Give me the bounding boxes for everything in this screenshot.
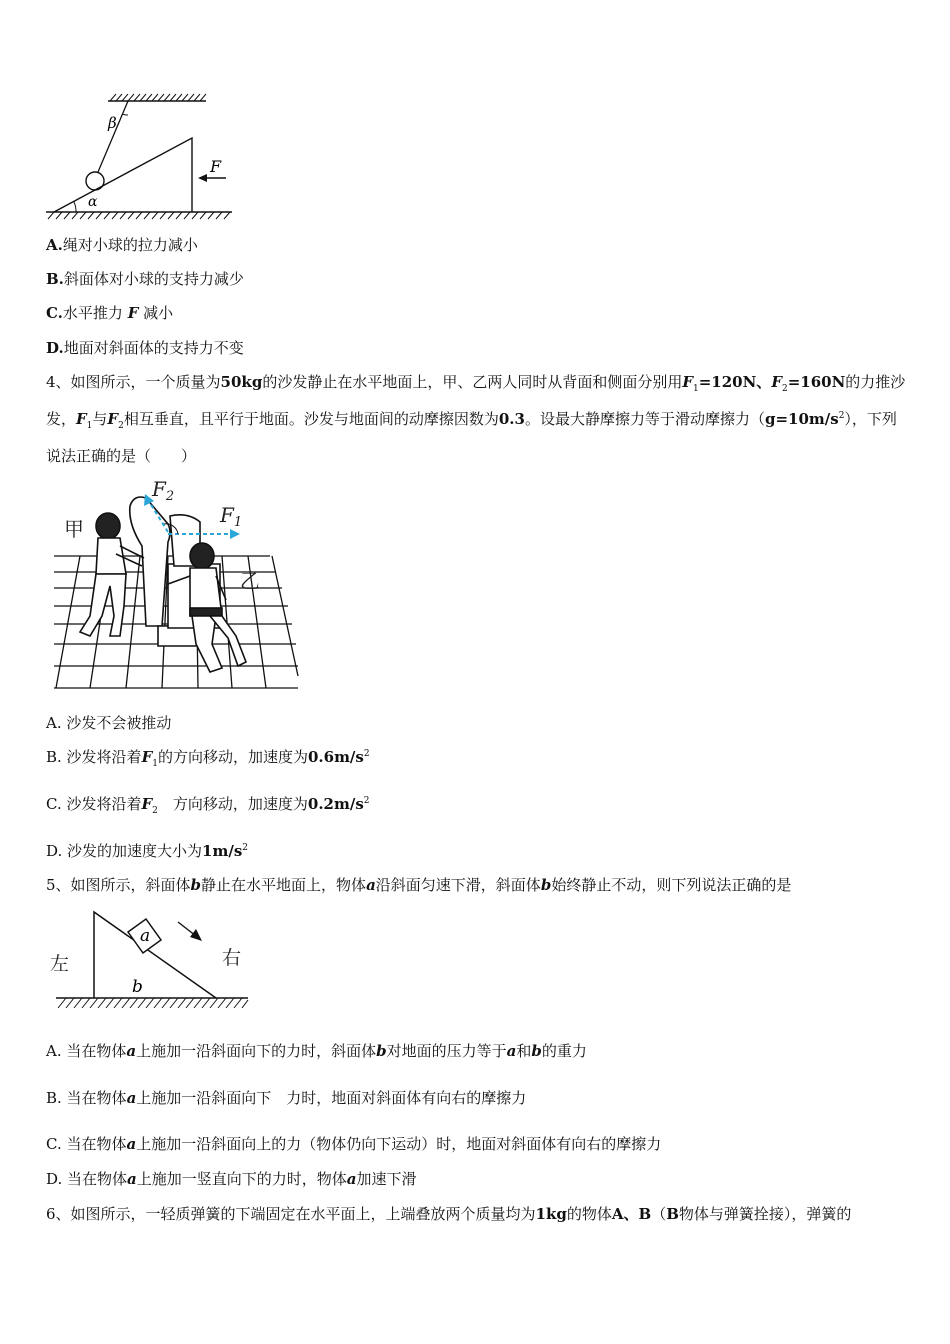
- f2-value: =160N: [787, 373, 846, 391]
- stem-text: 始终静止不动，则下列说法正确的是: [551, 876, 792, 894]
- stem-text: 6、如图所示，一轻质弹簧的下端固定在水平面上，上端叠放两个质量均为: [46, 1205, 536, 1223]
- stem-text: （: [651, 1205, 667, 1223]
- stem-text: 静止在水平地面上，物体: [201, 876, 367, 894]
- q4-option-d: [46, 841, 248, 861]
- f1-label: $F_1$: [220, 503, 243, 530]
- q4-sofa-figure: [50, 476, 300, 698]
- stem-text: 的物体: [566, 1205, 612, 1223]
- q5-option-d: [46, 1169, 417, 1189]
- option-text: 上施加一沿斜面向下 力时，地面对斜面体有向右的摩擦力: [136, 1089, 527, 1107]
- sub: 1: [86, 421, 93, 431]
- q6-stem: [46, 1204, 851, 1224]
- stem-text: 4、如图所示，一个质量为: [46, 373, 221, 391]
- option-key: C.: [46, 304, 63, 322]
- option-text: 绳对小球的拉力减小: [62, 236, 198, 254]
- var-b: b: [540, 876, 552, 894]
- sub: 2: [152, 806, 158, 816]
- stem-text: 的沙发静止在水平地面上，甲、乙两人同时从背面和侧面分别用: [262, 373, 683, 391]
- option-text: 的方向移动，加速度为: [157, 748, 308, 766]
- var-a: a: [127, 1170, 137, 1188]
- stem-text: 与: [92, 410, 108, 428]
- f2-label: $F_2$: [152, 477, 175, 504]
- var-b: b: [376, 1042, 387, 1060]
- option-key: D.: [46, 339, 64, 357]
- option-text: 地面对斜面体的支持力不变: [63, 339, 244, 357]
- option-text: 上施加一沿斜面向下的力时，斜面体: [136, 1042, 377, 1060]
- person-jia-label: 甲: [64, 517, 84, 541]
- g-value: g=10m/s: [764, 410, 839, 428]
- var-a: a: [346, 1170, 357, 1188]
- option-text: A. 当在物体: [46, 1042, 127, 1060]
- var-f2: F: [771, 373, 782, 391]
- q4-option-c: [46, 794, 370, 814]
- var-f2: F: [107, 410, 119, 428]
- q5-option-a: [46, 1041, 587, 1061]
- option-text: 上施加一沿斜面向上的力（物体仍向下运动）时，地面对斜面体有向右的摩擦力: [136, 1135, 662, 1153]
- sup: 2: [363, 749, 370, 759]
- q4-stem: [46, 364, 908, 475]
- var-a: a: [126, 1089, 137, 1107]
- option-text: D. 沙发的加速度大小为: [46, 842, 203, 860]
- wedge-b-label: b: [132, 977, 143, 997]
- option-text: C. 沙发将沿着: [46, 795, 142, 813]
- mu-value: 0.3: [498, 410, 525, 428]
- option-text: 的重力: [541, 1042, 587, 1060]
- var-f1: F: [141, 748, 153, 766]
- object-b: B: [666, 1205, 679, 1223]
- option-text: A. 沙发不会被推动: [46, 714, 172, 732]
- var-f1: F: [76, 410, 87, 428]
- var-b: b: [531, 1042, 542, 1060]
- option-text: 减小: [143, 304, 174, 322]
- f1-value: =120N、: [698, 373, 772, 391]
- alpha-label: α: [88, 194, 98, 210]
- stem-text: 相互垂直，且平行于地面。沙发与地面间的动摩擦因数为: [123, 410, 499, 428]
- q3-option-a: [46, 235, 198, 255]
- q4-option-a: [46, 713, 171, 733]
- option-text: D. 当在物体: [46, 1170, 128, 1188]
- option-text: B. 沙发将沿着: [46, 748, 142, 766]
- sub: 1: [692, 384, 699, 394]
- stem-text: 5、如图所示，斜面体: [46, 876, 191, 894]
- accel-value: 1m/s: [202, 842, 243, 860]
- option-text: 对地面的压力等于: [386, 1042, 507, 1060]
- var-b: b: [190, 876, 202, 894]
- block-a-label: a: [140, 926, 151, 946]
- stem-text: 物体与弹簧拴接），弹簧的: [678, 1205, 852, 1223]
- q5-wedge-figure: [44, 904, 254, 1024]
- var-f: F: [127, 304, 139, 322]
- var-a: a: [506, 1042, 517, 1060]
- right-label: 右: [222, 947, 242, 969]
- left-label: 左: [50, 953, 70, 975]
- option-text: 加速下滑: [356, 1170, 417, 1188]
- sub: 2: [781, 384, 788, 394]
- q4-option-b: [46, 747, 370, 767]
- option-text: 和: [516, 1042, 532, 1060]
- q3-option-c: [46, 303, 173, 323]
- option-key: B.: [46, 270, 64, 288]
- accel-value: 0.2m/s: [307, 795, 364, 813]
- var-f1: F: [682, 373, 693, 391]
- q3-option-b: [46, 269, 244, 289]
- sub: 2: [118, 421, 124, 431]
- sup: 2: [242, 843, 248, 853]
- stem-text: 的力推沙发，: [46, 373, 906, 428]
- option-text: 水平推力: [62, 304, 123, 322]
- force-label: F: [210, 157, 222, 176]
- q5-stem: [46, 875, 791, 895]
- var-a: a: [126, 1042, 137, 1060]
- option-key: A.: [46, 236, 63, 254]
- sup: 2: [363, 796, 370, 806]
- stem-text: ），下列说法正确的是（ ）: [46, 410, 897, 465]
- mass-value: 50kg: [220, 373, 263, 391]
- objects-ab: A、B: [611, 1205, 652, 1223]
- var-a: a: [366, 876, 376, 894]
- option-text: 斜面体对小球的支持力减少: [63, 270, 244, 288]
- q5-option-b: [46, 1088, 526, 1108]
- option-text: B. 当在物体: [46, 1089, 127, 1107]
- q3-incline-figure: [40, 92, 240, 224]
- stem-text: 沿斜面匀速下滑，斜面体: [375, 876, 541, 894]
- option-text: C. 当在物体: [46, 1135, 127, 1153]
- q3-option-d: [46, 338, 244, 358]
- person-yi-label: 乙: [240, 569, 260, 593]
- mass-value: 1kg: [535, 1205, 567, 1223]
- var-a: a: [126, 1135, 137, 1153]
- var-f2: F: [141, 795, 153, 813]
- q5-option-c: [46, 1134, 661, 1154]
- sup: 2: [838, 411, 845, 421]
- option-text: 上施加一竖直向下的力时，物体: [136, 1170, 347, 1188]
- stem-text: 。设最大静摩擦力等于滑动摩擦力（: [524, 410, 765, 428]
- beta-label: β: [108, 114, 117, 132]
- option-text: 方向移动，加速度为: [157, 795, 308, 813]
- accel-value: 0.6m/s: [307, 748, 364, 766]
- sub: 1: [152, 759, 158, 769]
